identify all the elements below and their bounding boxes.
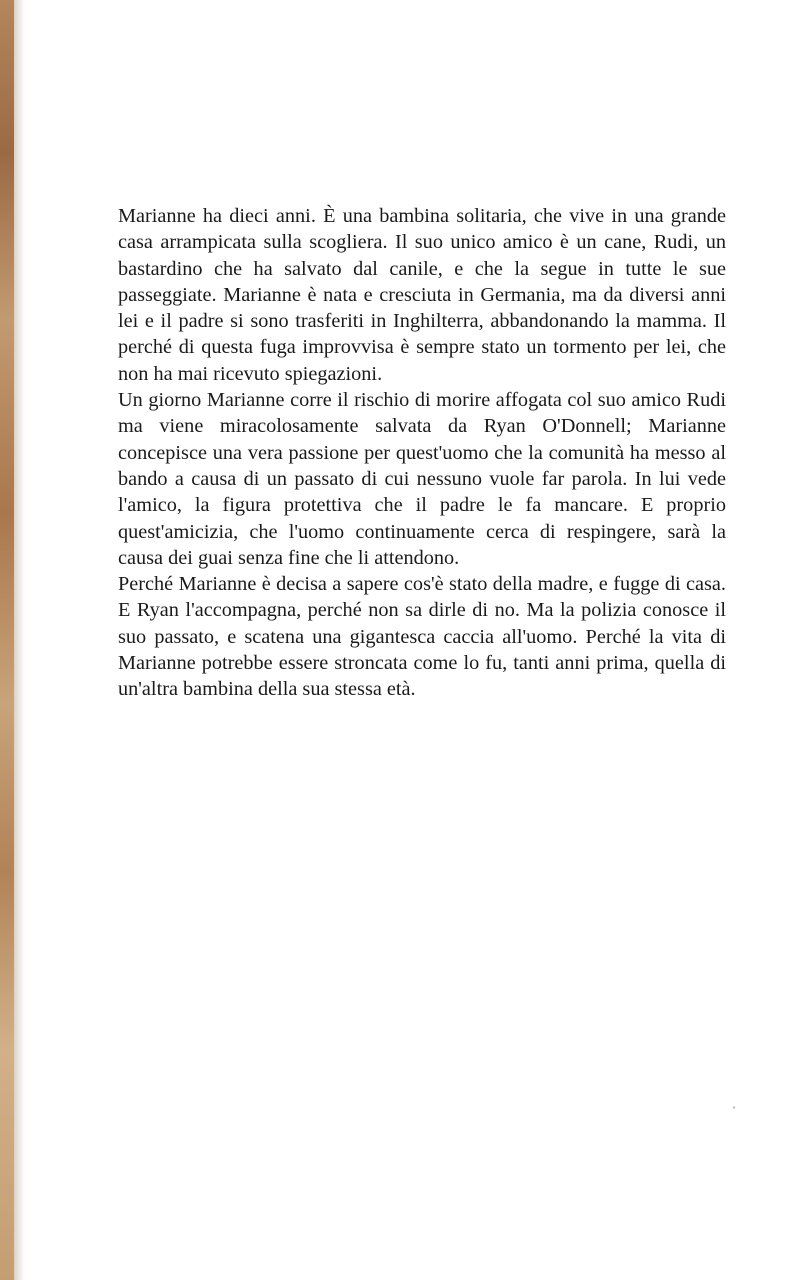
cover-edge <box>0 0 14 1280</box>
paper-speck <box>733 1106 735 1109</box>
synopsis-paragraph-1: Marianne ha dieci anni. È una bambina solitaria, che vive in una grande casa arrampicata sulla scogliera. Il suo unico amico è un cane, Rudi, un bastardino che ha salvato dal canile, e che la segue in tutte le sue passeggiate. Marianne è nata e cresciuta in Germania, ma da diversi anni lei e il padre si sono trasferiti in Inghilterra, abbandonando la mamma. Il perché di questa fuga improvvisa è sempre stato un tormento per lei, che non ha mai ricevuto spiegazioni. <box>118 205 726 385</box>
cover-edge-shadow <box>14 0 24 1280</box>
synopsis-text <box>118 203 726 703</box>
synopsis-paragraph-2: Un giorno Marianne corre il rischio di morire affogata col suo amico Rudi ma viene miracolosamente salvata da Ryan O'Donnell; Marianne concepisce una vera passione per quest'uomo che la comunità ha messo al bando a causa di un passato di cui nessuno vuole far parola. In lui vede l'amico, la figura protettiva che il padre le fa mancare. E proprio quest'amicizia, che l'uomo continuamente cerca di respingere, sarà la causa dei guai senza fine che li attendono. <box>118 389 726 569</box>
synopsis-paragraph-3: Perché Marianne è decisa a sapere cos'è stato della madre, e fugge di casa. E Ryan l'accompagna, perché non sa dirle di no. Ma la polizia conosce il suo passato, e scatena una gigantesca caccia all'uomo. Perché la vita di Marianne potrebbe essere stroncata come lo fu, tanti anni prima, quella di un'altra bambina della sua stessa età. <box>118 573 726 701</box>
